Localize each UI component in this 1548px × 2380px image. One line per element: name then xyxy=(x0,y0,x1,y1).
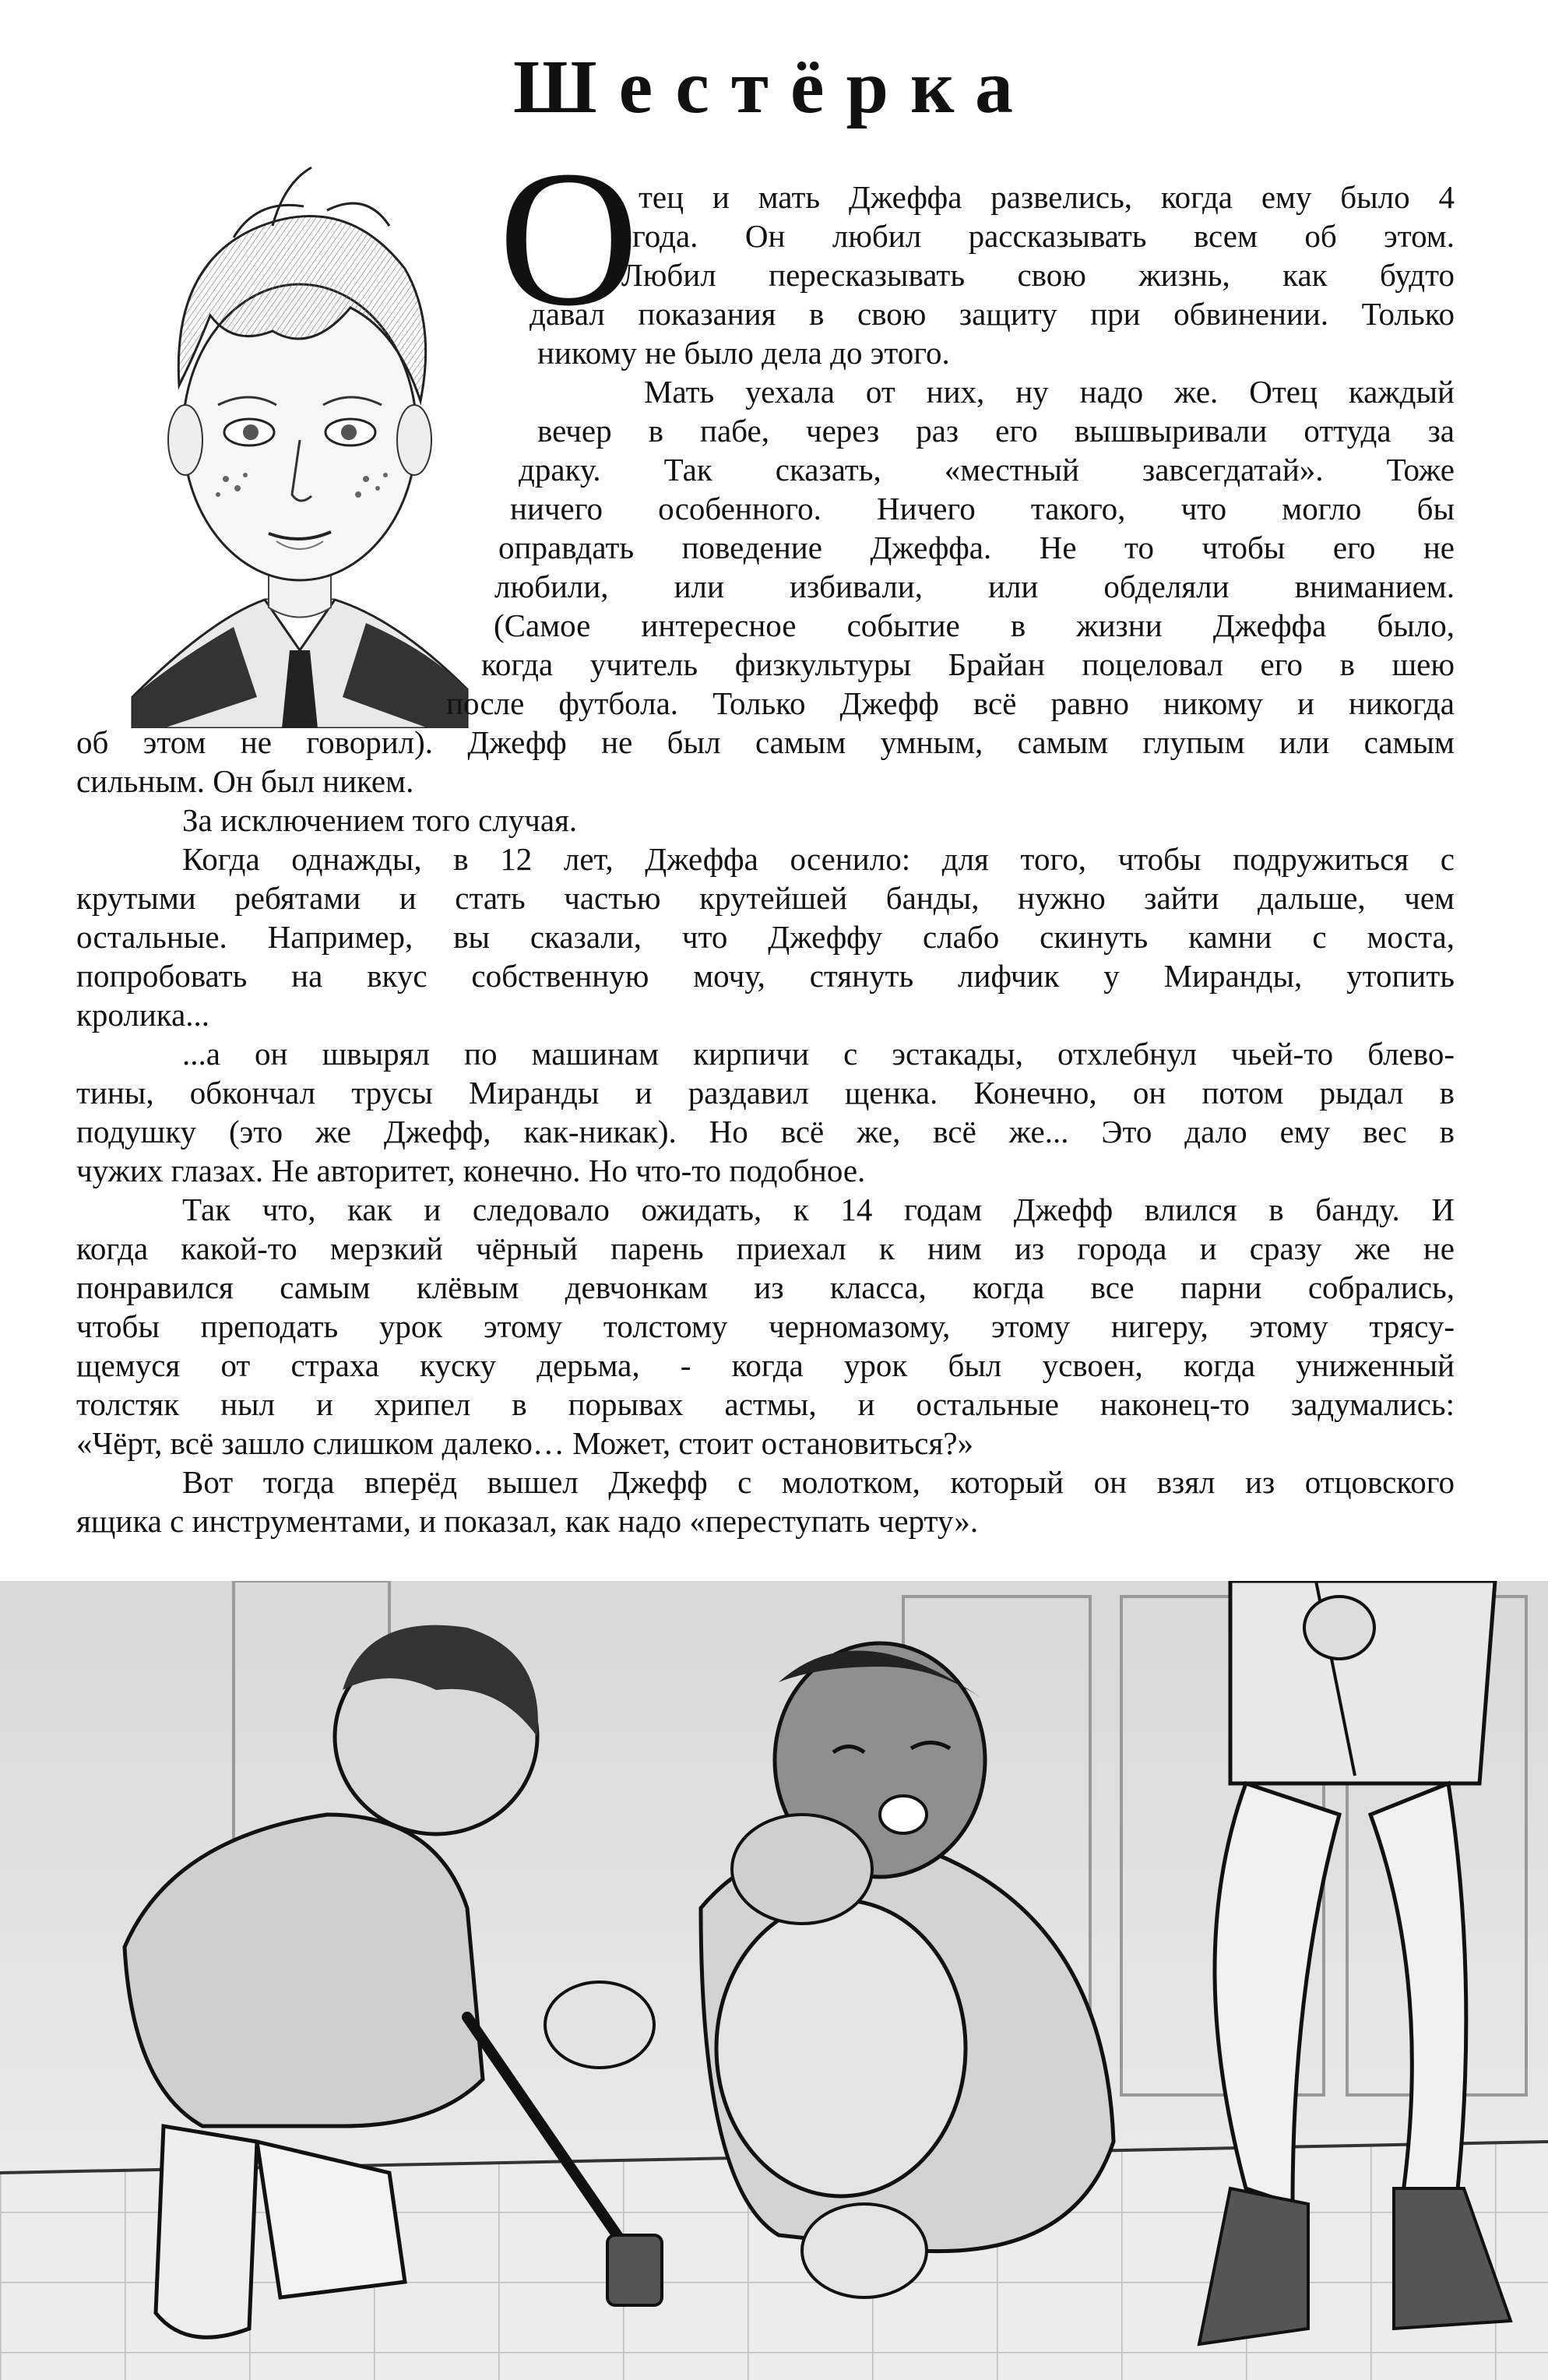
text-line: драку. Так сказать, «местный завсегдатай». Тоже xyxy=(519,452,1455,488)
text-line: ...а он швырял по машинам кирпичи с эстакады, отхлебнул чьей-то блево- xyxy=(182,1036,1455,1072)
boy-portrait-illustration xyxy=(117,152,483,728)
text-line: Вот тогда вперёд вышел Джефф с молотком, который он взял из отцовского xyxy=(182,1464,1455,1500)
text-line: Когда однажды, в 12 лет, Джеффа осенило: для того, чтобы подружиться с xyxy=(182,841,1455,877)
text-line: тины, обкончал трусы Миранды и раздавил щенка. Конечно, он потом рыдал в xyxy=(76,1075,1455,1111)
text-line: попробовать на вкус собственную мочу, стянуть лифчик у Миранды, утопить xyxy=(76,958,1455,994)
text-line: сильным. Он был никем. xyxy=(76,763,414,799)
text-line: когда учитель физкультуры Брайан поцеловал его в шею xyxy=(481,646,1455,682)
text-line: крутыми ребятами и стать частью крутейшей банды, нужно зайти дальше, чем xyxy=(76,880,1455,916)
text-line: никому не было дела до этого. xyxy=(537,335,950,371)
text-line: после футбола. Только Джефф всё равно никому и никогда xyxy=(446,685,1455,721)
text-line: когда какой-то мерзкий чёрный парень приехал к ним из города и сразу же не xyxy=(76,1230,1455,1266)
text-line: тец и мать Джеффа развелись, когда ему было 4 xyxy=(639,179,1455,215)
text-line: Любил пересказывать свою жизнь, как будто xyxy=(621,257,1455,293)
text-line: Мать уехала от них, ну надо же. Отец каждый xyxy=(644,374,1455,410)
text-line: ящика с инструментами, и показал, как надо «переступать черту». xyxy=(76,1503,979,1539)
text-line: «Чёрт, всё зашло слишком далеко… Может, стоит остановиться?» xyxy=(76,1425,974,1461)
text-line: чужих глазах. Не авторитет, конечно. Но что-то подобное. xyxy=(76,1153,866,1188)
page-title: Шестёрка xyxy=(513,45,1035,129)
text-line: вечер в пабе, через раз его вышвыривали оттуда за xyxy=(537,413,1455,449)
text-line: кролика... xyxy=(76,997,210,1033)
text-line: чтобы преподать урок этому толстому черномазому, этому нигеру, этому трясу- xyxy=(76,1308,1455,1344)
text-line: подушку (это же Джефф, как-никак). Но всё же, всё же... Это дало ему вес в xyxy=(76,1114,1455,1150)
text-line: оправдать поведение Джеффа. Не то чтобы его не xyxy=(498,530,1455,565)
text-line: щемуся от страха куску дерьма, - когда урок был усвоен, когда униженный xyxy=(76,1347,1455,1383)
text-line: толстяк ныл и хрипел в порывах астмы, и остальные наконец-то задумались: xyxy=(76,1386,1455,1422)
text-line: За исключением того случая. xyxy=(182,802,578,838)
text-line: (Самое интересное событие в жизни Джеффа было, xyxy=(494,607,1455,643)
text-line: понравился самым клёвым девчонкам из класса, когда все парни собрались, xyxy=(76,1269,1455,1305)
text-line: об этом не говорил). Джефф не был самым умным, самым глупым или самым xyxy=(76,724,1455,760)
text-line: года. Он любил рассказывать всем об этом. xyxy=(632,218,1455,254)
text-line: давал показания в свою защиту при обвинении. Только xyxy=(529,296,1455,332)
text-line: остальные. Например, вы сказали, что Джеффу слабо скинуть камни с моста, xyxy=(76,919,1455,955)
drop-cap: О xyxy=(498,131,639,347)
text-line: Так что, как и следовало ожидать, к 14 годам Джефф влился в банду. И xyxy=(182,1192,1455,1227)
text-line: любили, или избивали, или обделяли вниманием. xyxy=(494,569,1455,604)
scene-illustration xyxy=(0,1581,1548,2380)
text-line: ничего особенного. Ничего такого, что могло бы xyxy=(510,491,1455,526)
